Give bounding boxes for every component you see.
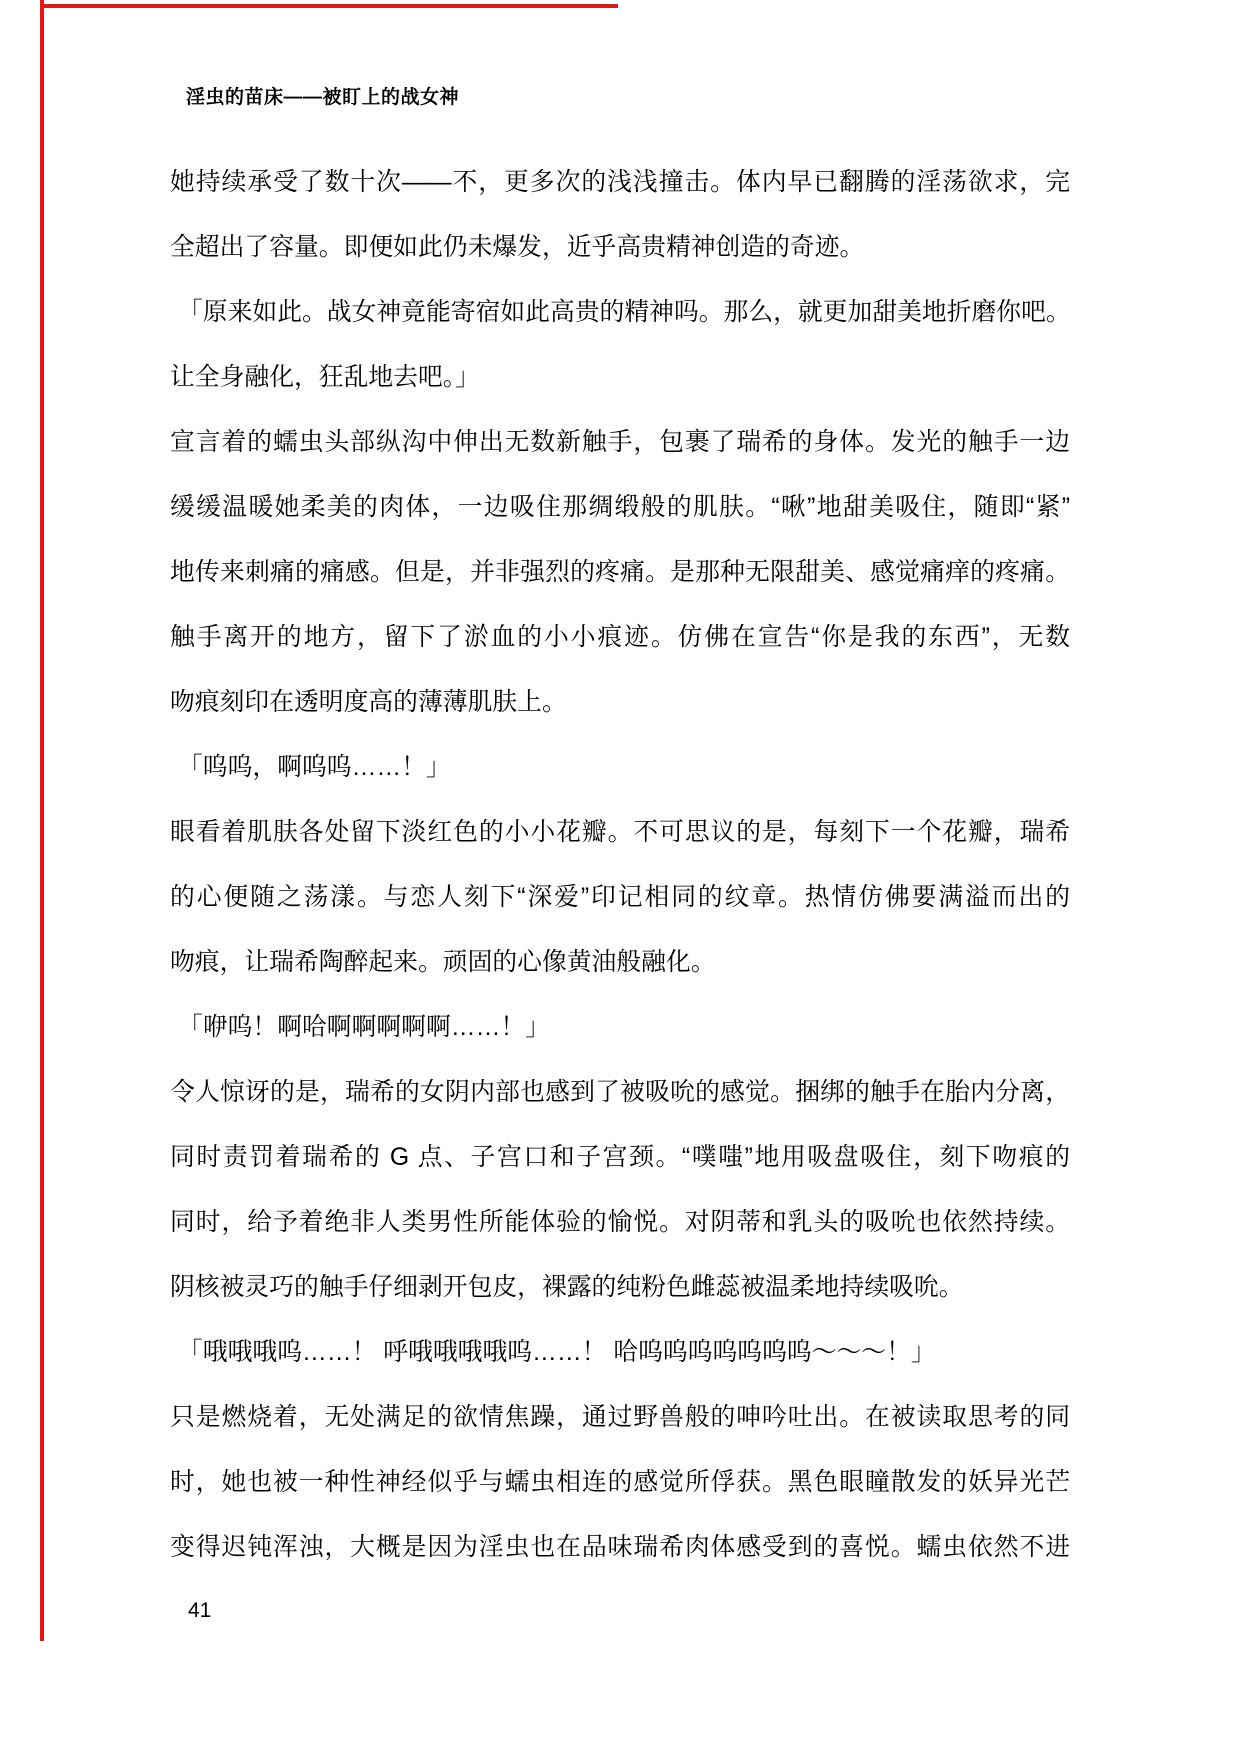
text-line: 「原来如此。战女神竟能寄宿如此高贵的精神吗。那么，就更加甜美地折磨你吧。	[178, 299, 1071, 326]
text-line: 同时责罚着瑞希的 G 点、子宫口和子宫颈。“噗嗤”地用吸盘吸住，刻下吻痕的	[170, 1144, 1070, 1171]
text-line: 全超出了容量。即便如此仍未爆发，近乎高贵精神创造的奇迹。	[170, 234, 865, 261]
text-line: 时，她也被一种性神经似乎与蠕虫相连的感觉所俘获。黑色眼瞳散发的妖异光芒	[170, 1469, 1070, 1496]
text-line: 的心便随之荡漾。与恋人刻下“深爱”印记相同的纹章。热情仿佛要满溢而出的	[170, 884, 1070, 911]
page-number: 41	[188, 1599, 212, 1622]
document-body	[170, 150, 1070, 1580]
red-margin-line-horizontal	[40, 4, 618, 8]
red-margin-line-vertical	[40, 0, 44, 1641]
text-line: 令人惊讶的是，瑞希的女阴内部也感到了被吸吮的感觉。捆绑的触手在胎内分离，	[170, 1079, 1070, 1106]
text-line: 吻痕，让瑞希陶醉起来。顽固的心像黄油般融化。	[170, 949, 716, 976]
text-line: 缓缓温暖她柔美的肉体，一边吸住那绸缎般的肌肤。“啾”地甜美吸住，随即“紧”	[170, 494, 1070, 521]
text-line: 变得迟钝浑浊，大概是因为淫虫也在品味瑞希肉体感受到的喜悦。蠕虫依然不进	[170, 1534, 1070, 1561]
text-line: 她持续承受了数十次——不，更多次的浅浅撞击。体内早已翻腾的淫荡欲求，完	[170, 169, 1070, 196]
text-line: 眼看着肌肤各处留下淡红色的小小花瓣。不可思议的是，每刻下一个花瓣，瑞希	[170, 819, 1070, 846]
text-line: 宣言着的蠕虫头部纵沟中伸出无数新触手，包裹了瑞希的身体。发光的触手一边	[170, 429, 1070, 456]
text-line: 「呜呜，啊呜呜……！」	[178, 754, 451, 781]
page-header-title: 淫虫的苗床——被盯上的战女神	[186, 87, 460, 108]
text-line: 「哦哦哦呜……！ 呼哦哦哦哦呜……！ 哈呜呜呜呜呜呜呜～～～！」	[178, 1339, 936, 1366]
text-line: 「咿呜！啊哈啊啊啊啊啊……！」	[178, 1014, 550, 1041]
text-line: 阴核被灵巧的触手仔细剥开包皮，裸露的纯粉色雌蕊被温柔地持续吸吮。	[170, 1274, 964, 1301]
text-line: 吻痕刻印在透明度高的薄薄肌肤上。	[170, 689, 567, 716]
text-line: 只是燃烧着，无处满足的欲情焦躁，通过野兽般的呻吟吐出。在被读取思考的同	[170, 1404, 1070, 1431]
text-line: 让全身融化，狂乱地去吧。」	[170, 364, 480, 391]
text-line: 地传来刺痛的痛感。但是，并非强烈的疼痛。是那种无限甜美、感觉痛痒的疼痛。	[170, 559, 1070, 586]
text-line: 同时，给予着绝非人类男性所能体验的愉悦。对阴蒂和乳头的吸吮也依然持续。	[170, 1209, 1070, 1236]
text-line: 触手离开的地方，留下了淤血的小小痕迹。仿佛在宣告“你是我的东西”，无数	[170, 624, 1070, 651]
